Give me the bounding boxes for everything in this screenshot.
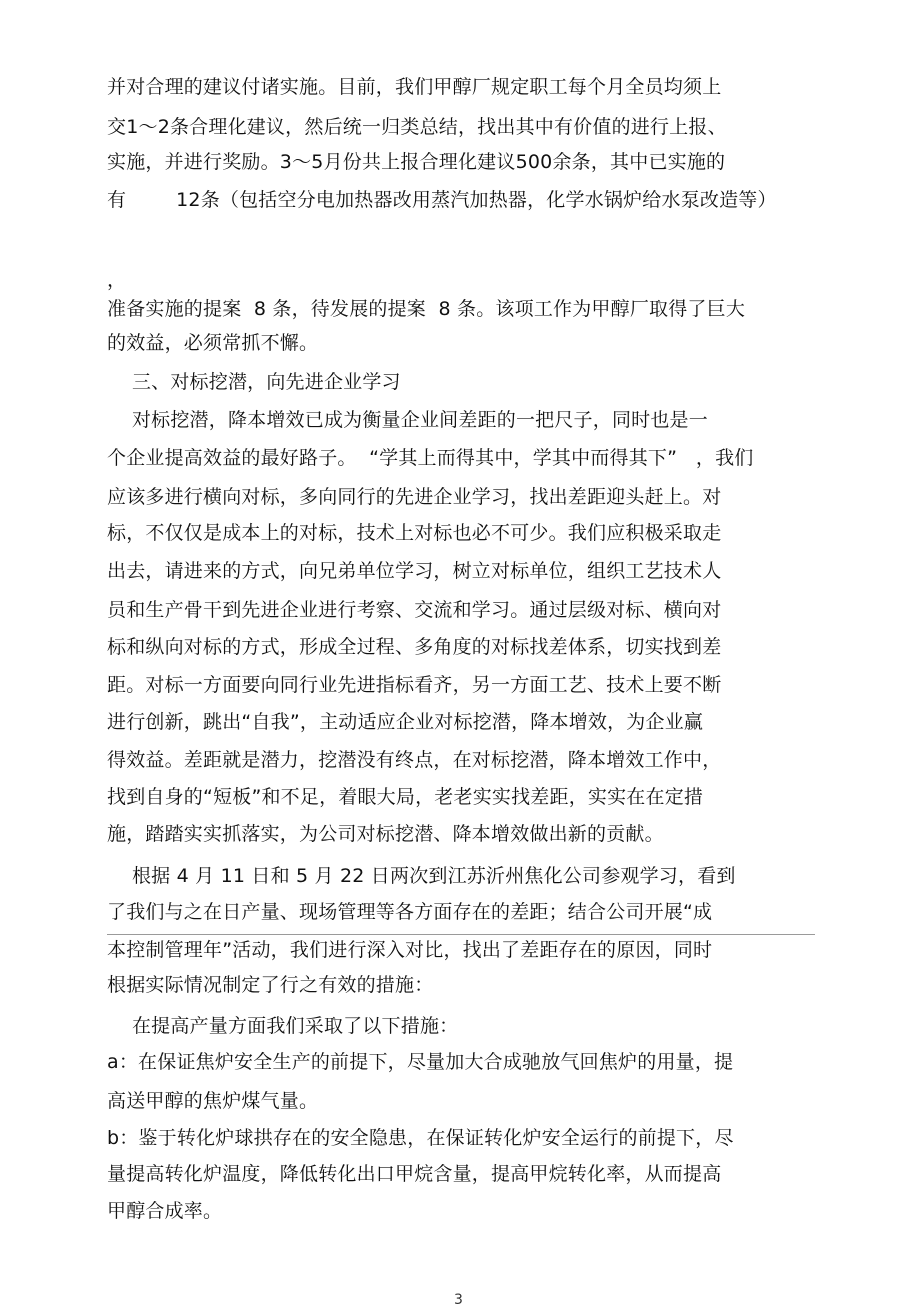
text-line-5: ， xyxy=(107,269,127,291)
text-line-18: 得效益。差距就是潜力，挖潜没有终点，在对标挖潜，降本增效工作中， xyxy=(107,749,722,771)
text-line-17: 进行创新，跳出“自我”，主动适应企业对标挖潜，降本增效，为企业赢 xyxy=(107,711,704,733)
text-line-6: 准备实施的提案 8 条，待发展的提案 8 条。该项工作为甲醇厂取得了巨大 xyxy=(107,298,746,320)
text-line-30: 甲醇合成率。 xyxy=(107,1200,223,1222)
text-line-1: 并对合理的建议付诸实施。目前，我们甲醇厂规定职工每个月全员均须上 xyxy=(107,76,722,98)
divider-line xyxy=(107,934,815,935)
text-line-20: 施，踏踏实实抓落实，为公司对标挖潜、降本增效做出新的贡献。 xyxy=(107,823,664,845)
text-line-9: 对标挖潜，降本增效已成为衡量企业间差距的一把尺子，同时也是一 xyxy=(107,409,708,431)
text-line-10: 个企业提高效益的最好路子。 “学其上而得其中，学其中而得其下” ，我们 xyxy=(107,447,754,469)
text-line-28: b：鉴于转化炉球拱存在的安全隐患，在保证转化炉安全运行的前提下，尽 xyxy=(107,1127,734,1149)
section-heading: 三、对标挖潜，向先进企业学习 xyxy=(107,371,401,393)
text-line-13: 出去，请进来的方式，向兄弟单位学习，树立对标单位，组织工艺技术人 xyxy=(107,560,722,582)
text-line-25: 在提高产量方面我们采取了以下措施： xyxy=(107,1015,459,1037)
text-line-22: 了我们与之在日产量、现场管理等各方面存在的差距；结合公司开展“成 xyxy=(107,901,713,923)
text-line-14: 员和生产骨干到先进企业进行考察、交流和学习。通过层级对标、横向对 xyxy=(107,599,722,621)
page-number: 3 xyxy=(454,1292,463,1308)
text-line-3: 实施，并进行奖励。3～5月份共上报合理化建议500余条，其中已实施的 xyxy=(107,151,726,173)
text-line-24: 根据实际情况制定了行之有效的措施： xyxy=(107,974,434,996)
text-line-4: 有 12条（包括空分电加热器改用蒸汽加热器，化学水锅炉给水泵改造等） xyxy=(107,189,777,211)
text-line-15: 标和纵向对标的方式，形成全过程、多角度的对标找差体系，切实找到差 xyxy=(107,636,722,658)
text-line-26: a：在保证焦炉安全生产的前提下，尽量加大合成驰放气回焦炉的用量，提 xyxy=(107,1051,734,1073)
text-line-29: 量提高转化炉温度，降低转化出口甲烷含量，提高甲烷转化率，从而提高 xyxy=(107,1163,722,1185)
text-line-7: 的效益，必须常抓不懈。 xyxy=(107,332,319,354)
text-line-19: 找到自身的“短板”和不足，着眼大局，老老实实找差距，实实在在定措 xyxy=(107,786,704,808)
text-line-23: 本控制管理年”活动，我们进行深入对比，找出了差距存在的原因，同时 xyxy=(107,939,713,961)
text-line-16: 距。对标一方面要向同行业先进指标看齐，另一方面工艺、技术上要不断 xyxy=(107,674,722,696)
text-line-27: 高送甲醇的焦炉煤气量。 xyxy=(107,1090,319,1112)
text-line-12: 标，不仅仅是成本上的对标，技术上对标也必不可少。我们应积极采取走 xyxy=(107,522,722,544)
text-line-11: 应该多进行横向对标，多向同行的先进企业学习，找出差距迎头赶上。对 xyxy=(107,486,722,508)
text-line-2: 交1～2条合理化建议，然后统一归类总结，找出其中有价值的进行上报、 xyxy=(107,116,727,138)
text-line-21: 根据 4 月 11 日和 5 月 22 日两次到江苏沂州焦化公司参观学习，看到 xyxy=(107,865,736,887)
